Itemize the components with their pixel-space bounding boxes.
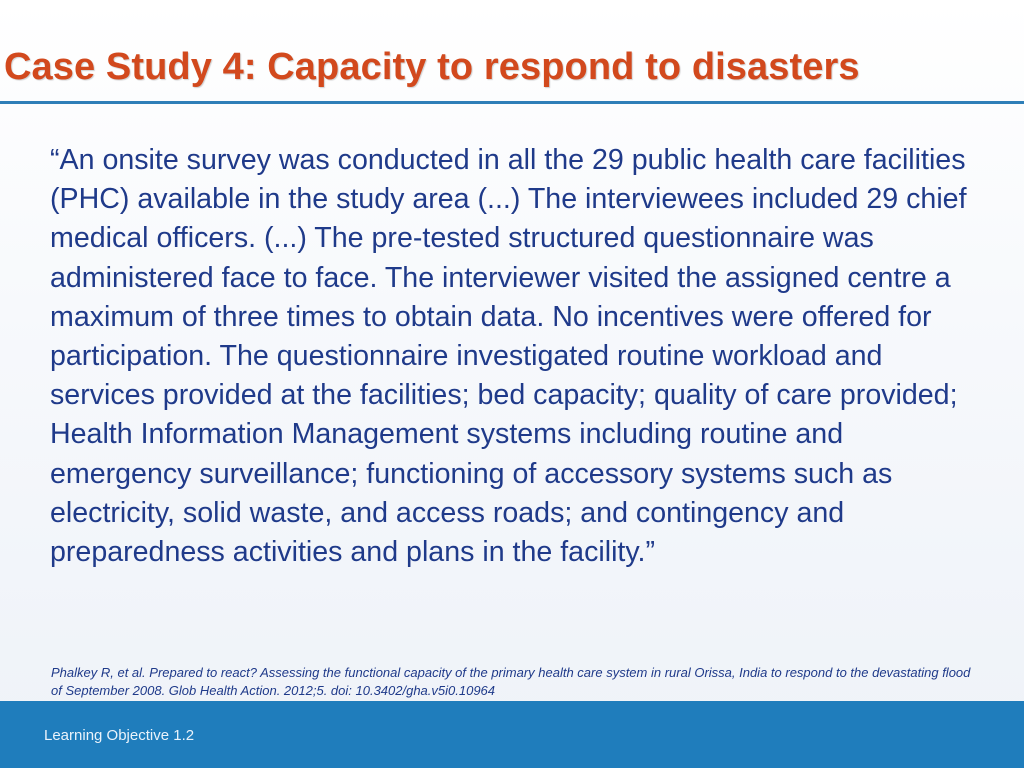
- quote-text: “An onsite survey was conducted in all the 29 public health care facilities (PHC) available in the study area (...) The interviewees included 29 chief medical officers. (...) The pre-tested structured questionnaire was administered face to face. The interviewer visited the assigned centre a maximum of three times to obtain data. No incentives were offered for participation. The questionnaire investigated routine workload and services provided at the facilities; bed capacity; quality of care provided; Health Information Management systems including routine and emergency surveillance; functioning of accessory systems such as electricity, solid waste, and access roads; and contingency and preparedness activities and plans in the facility.”: [50, 144, 967, 569]
- title-divider: [0, 101, 1024, 104]
- slide-title: Case Study 4: Capacity to respond to disasters: [4, 46, 860, 88]
- footer-bar: [0, 701, 1024, 768]
- footer-learning-objective: Learning Objective 1.2: [44, 727, 195, 744]
- citation-text: Phalkey R, et al. Prepared to react? Assessing the functional capacity of the primary health care system in rural Orissa, India to respond to the devastating flood of September 2008. Glob Health Action. 2012;5. doi: 10.3402/gha.v5i0.10964: [51, 665, 971, 698]
